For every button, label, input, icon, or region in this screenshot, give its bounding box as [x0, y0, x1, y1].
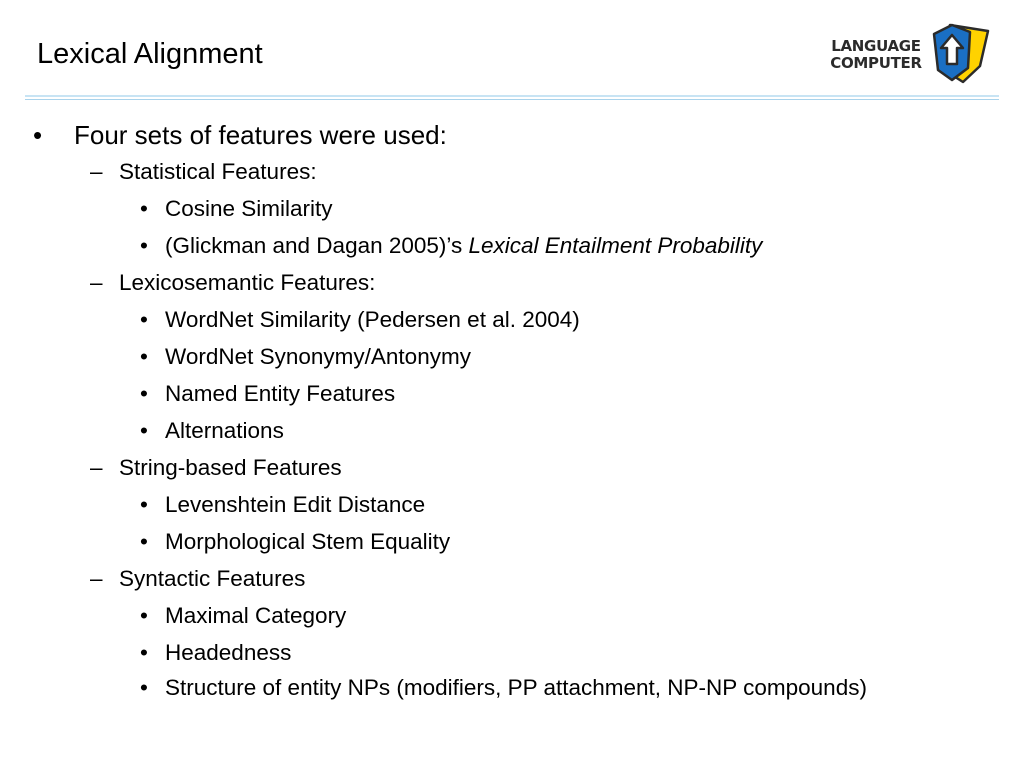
item-text: (Glickman and Dagan 2005)’s	[165, 233, 469, 258]
item-text: Morphological Stem Equality	[165, 529, 451, 554]
item-text: WordNet Similarity (Pedersen et al. 2004)	[165, 307, 580, 332]
bullet-dot-icon: •	[140, 603, 148, 628]
bullet-dot-icon: •	[140, 196, 148, 221]
list-item	[30, 488, 990, 521]
item-text: Structure of entity NPs (modifiers, PP attachment, NP-NP compounds)	[165, 675, 867, 700]
list-item	[30, 636, 990, 669]
list-item	[30, 229, 990, 262]
slide-title: Lexical Alignment	[37, 38, 263, 70]
list-item	[30, 599, 990, 632]
bullet-dot-icon: •	[140, 344, 148, 369]
item-text: Named Entity Features	[165, 381, 396, 406]
item-text: Maximal Category	[165, 603, 347, 628]
list-item	[30, 303, 990, 336]
language-computer-logo	[824, 22, 994, 84]
item-text: Alternations	[165, 418, 284, 443]
sub-bullet-lexicosemantic	[30, 266, 990, 299]
dash-icon: –	[90, 270, 103, 295]
dash-icon: –	[90, 566, 103, 591]
list-item	[30, 673, 925, 702]
bullet-dot-icon: •	[140, 640, 148, 665]
dash-icon: –	[90, 455, 103, 480]
list-item	[30, 525, 990, 558]
bullet-dot-icon: •	[140, 675, 148, 700]
list-item	[30, 192, 990, 225]
item-text: Cosine Similarity	[165, 196, 333, 221]
group-label: Statistical Features:	[119, 159, 317, 184]
title-divider	[25, 95, 999, 97]
dash-icon: –	[90, 159, 103, 184]
item-text: Levenshtein Edit Distance	[165, 492, 426, 517]
logo-wordmark	[824, 38, 928, 72]
logo-line-1: LANGUAGE	[831, 37, 921, 55]
sub-bullet-statistical	[30, 155, 990, 188]
list-item	[30, 377, 990, 410]
list-item	[30, 414, 990, 447]
bullet-main-text: Four sets of features were used:	[74, 120, 447, 150]
bullet-dot-icon: •	[140, 381, 148, 406]
bullet-dot-icon: •	[140, 307, 148, 332]
sub-bullet-syntactic	[30, 562, 990, 595]
bullet-dot-icon: •	[140, 418, 148, 443]
item-italic-text: Lexical Entailment Probability	[468, 233, 763, 258]
sub-bullet-string-based	[30, 451, 990, 484]
bullet-dot-icon: •	[140, 529, 148, 554]
group-label: Syntactic Features	[119, 566, 306, 591]
title-divider-lower	[25, 99, 999, 100]
group-label: String-based Features	[119, 455, 342, 480]
group-label: Lexicosemantic Features:	[119, 270, 376, 295]
item-text: WordNet Synonymy/Antonymy	[165, 344, 471, 369]
bullet-dot-icon: •	[33, 120, 43, 150]
item-text: Headedness	[165, 640, 292, 665]
lcc-up-arrow-logo-icon	[930, 22, 992, 84]
bullet-dot-icon: •	[140, 492, 148, 517]
logo-line-2: COMPUTER	[830, 54, 922, 72]
bullet-main	[30, 118, 990, 152]
bullet-dot-icon: •	[140, 233, 148, 258]
list-item	[30, 340, 990, 373]
slide-body	[30, 118, 990, 706]
